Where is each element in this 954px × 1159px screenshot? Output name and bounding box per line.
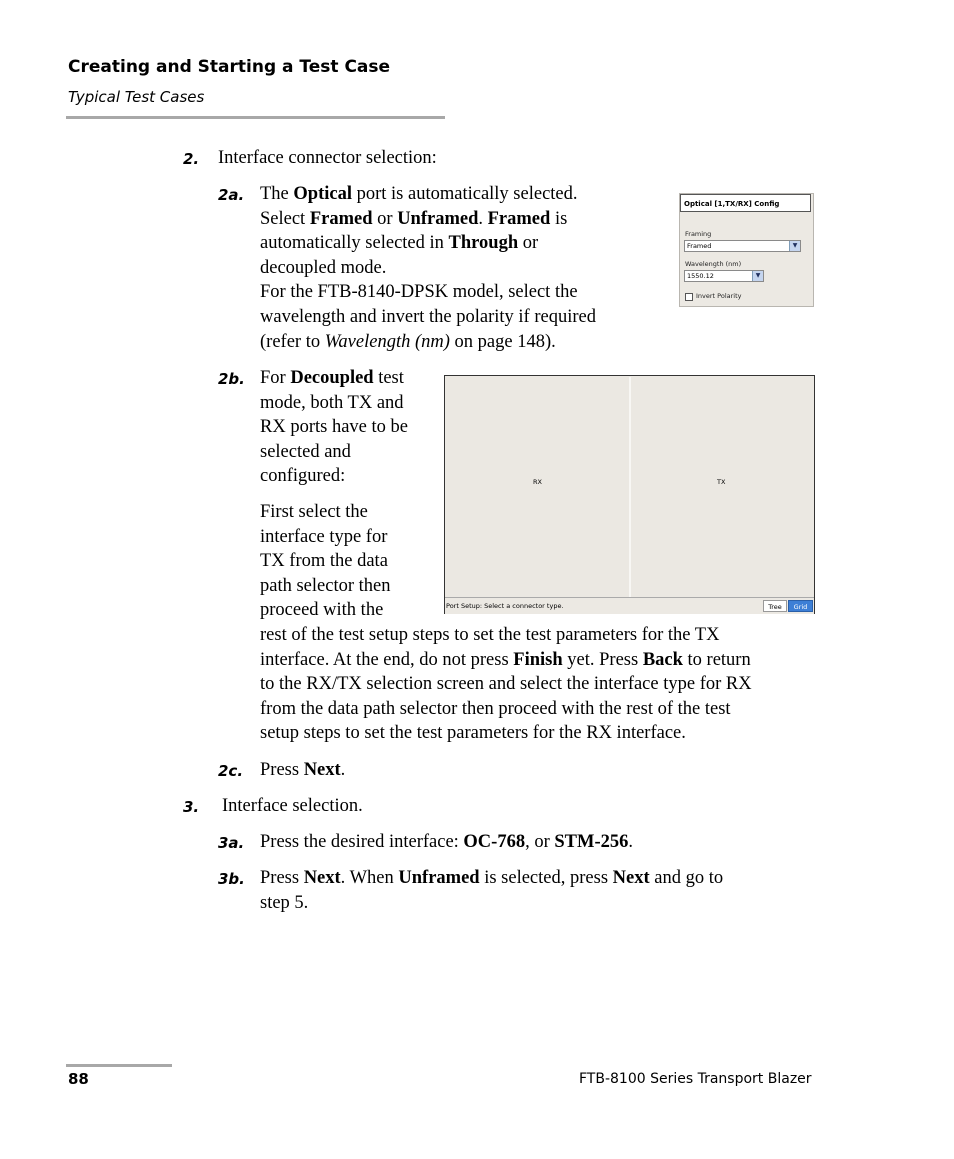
step-2a-number: 2a. [218, 186, 245, 204]
status-bar [445, 597, 814, 614]
footer-rule [66, 1064, 172, 1067]
footer-doc-title: FTB-8100 Series Transport Blazer [579, 1071, 812, 1087]
wavelength-value: 1550.12 [687, 272, 714, 280]
step-2-text: Interface connector selection: [218, 148, 437, 168]
section-subtitle: Typical Test Cases [68, 88, 205, 106]
tx-label: TX [717, 478, 726, 486]
page-number: 88 [68, 1070, 89, 1088]
step-2c-number: 2c. [218, 762, 244, 780]
header-rule [66, 116, 445, 119]
status-text: Port Setup: Select a connector type. [446, 602, 564, 610]
optical-config-panel [679, 193, 814, 307]
framing-value: Framed [687, 242, 712, 250]
wavelength-select[interactable] [684, 270, 764, 282]
rx-label: RX [533, 478, 542, 486]
framing-select[interactable] [684, 240, 801, 252]
step-2b-continuation: rest of the test setup steps to set the test parameters for the TX interface. At the end, do not press Finish yet. Press Back to return to the RX/TX selection screen and select the interface type for RX from the data path selector then proceed with the rest of the test setup steps to set the test parameters for the RX interface. [260, 625, 752, 744]
step-2b-intro: For Decoupled test mode, both TX and RX ports have to be selected and configured: [260, 368, 408, 487]
wavelength-label: Wavelength (nm) [685, 260, 742, 268]
invert-polarity-label: Invert Polarity [696, 292, 742, 300]
chevron-down-icon[interactable]: ▼ [789, 241, 800, 251]
step-3b-number: 3b. [218, 870, 245, 888]
chevron-down-icon[interactable]: ▼ [752, 271, 763, 281]
invert-polarity-checkbox[interactable] [685, 293, 693, 301]
tab-tree[interactable]: Tree [763, 600, 787, 612]
tx-port-pane[interactable] [631, 377, 813, 597]
tab-grid[interactable]: Grid [788, 600, 813, 612]
step-3a-number: 3a. [218, 834, 245, 852]
step-3b-text: Press Next. When Unframed is selected, press Next and go to step 5. [260, 868, 724, 913]
step-3a-text: Press the desired interface: OC-768, or STM-256. [260, 832, 634, 852]
step-2b-number: 2b. [218, 370, 245, 388]
step-3-number: 3. [183, 798, 200, 816]
step-2b-detail: First select the interface type for TX from the data path selector then proceed with the [260, 502, 391, 621]
chapter-title: Creating and Starting a Test Case [68, 57, 391, 77]
path-selector-screen [444, 375, 815, 614]
step-2a-text: The Optical port is automatically selected. Select Framed or Unframed. Framed is automatically selected in Through or decoupled mode. For the FTB-8140-DPSK model, select the wavelength and invert the polarity if required (refer to Wavelength (nm) on page 148). [260, 184, 596, 352]
config-panel-title: Optical [1,TX/RX] Config [680, 194, 811, 212]
step-3-text: Interface selection. [222, 796, 363, 816]
step-2c-text: Press Next. [260, 760, 346, 780]
rx-port-pane[interactable] [446, 377, 629, 597]
step-2-number: 2. [183, 150, 200, 168]
framing-label: Framing [685, 230, 712, 238]
